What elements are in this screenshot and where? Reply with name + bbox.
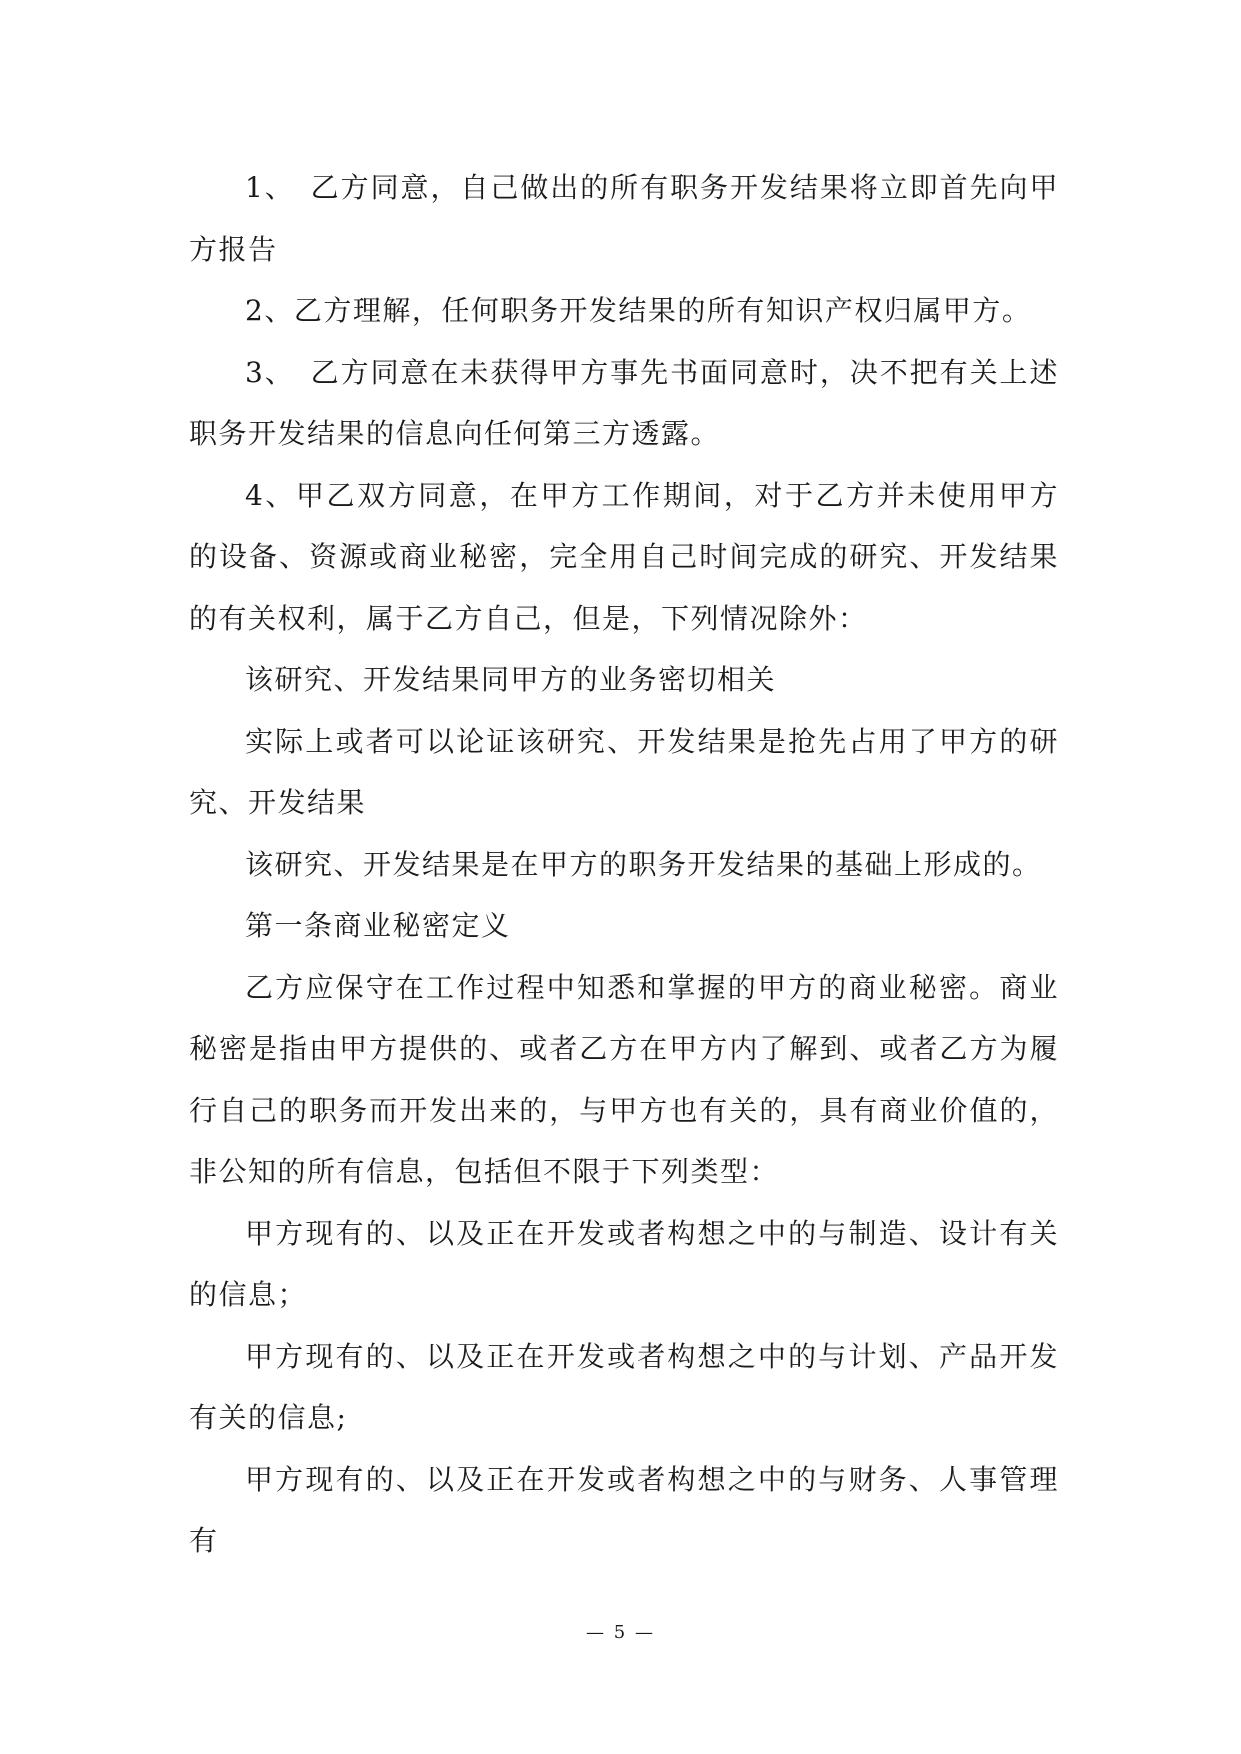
- paragraph-clause-2: 2、乙方理解，任何职务开发结果的所有知识产权归属甲方。: [245, 294, 1032, 327]
- paragraph-exception-3: 该研究、开发结果是在甲方的职务开发结果的基础上形成的。: [245, 847, 1042, 881]
- list-item-manufacturing: 甲方现有的、以及正在开发或者构想之中的与制造、设计有关的信息；: [189, 1216, 1059, 1311]
- paragraph-clause-3: 3、 乙方同意在未获得甲方事先书面同意时，决不把有关上述职务开发结果的信息向任何第三方透露。: [189, 355, 1059, 450]
- paragraph-clause-4: 4、甲乙双方同意，在甲方工作期间，对于乙方并未使用甲方的设备、资源或商业秘密，完全用自己时间完成的研究、开发结果的有关权利，属于乙方自己，但是，下列情况除外：: [189, 478, 1059, 635]
- document-body: [189, 157, 1059, 1572]
- list-item-planning: 甲方现有的、以及正在开发或者构想之中的与计划、产品开发有关的信息;: [189, 1339, 1059, 1434]
- section-heading: 第一条商业秘密定义: [245, 909, 511, 942]
- paragraph-exception-1: 该研究、开发结果同甲方的业务密切相关: [245, 663, 777, 696]
- list-item-finance: 甲方现有的、以及正在开发或者构想之中的与财务、人事管理有: [189, 1462, 1059, 1557]
- paragraph-clause-1: 1、 乙方同意，自己做出的所有职务开发结果将立即首先向甲方报告: [189, 171, 1059, 266]
- paragraph-definition: 乙方应保守在工作过程中知悉和掌握的甲方的商业秘密。商业秘密是指由甲方提供的、或者乙方在甲方内了解到、或者乙方为履行自己的职务而开发出来的，与甲方也有关的，具有商业价值的，非公知的所有信息，包括但不限于下列类型：: [189, 970, 1059, 1188]
- paragraph-exception-2: 实际上或者可以论证该研究、开发结果是抢先占用了甲方的研究、开发结果: [189, 724, 1059, 819]
- page-number: — 5 —: [586, 1622, 655, 1643]
